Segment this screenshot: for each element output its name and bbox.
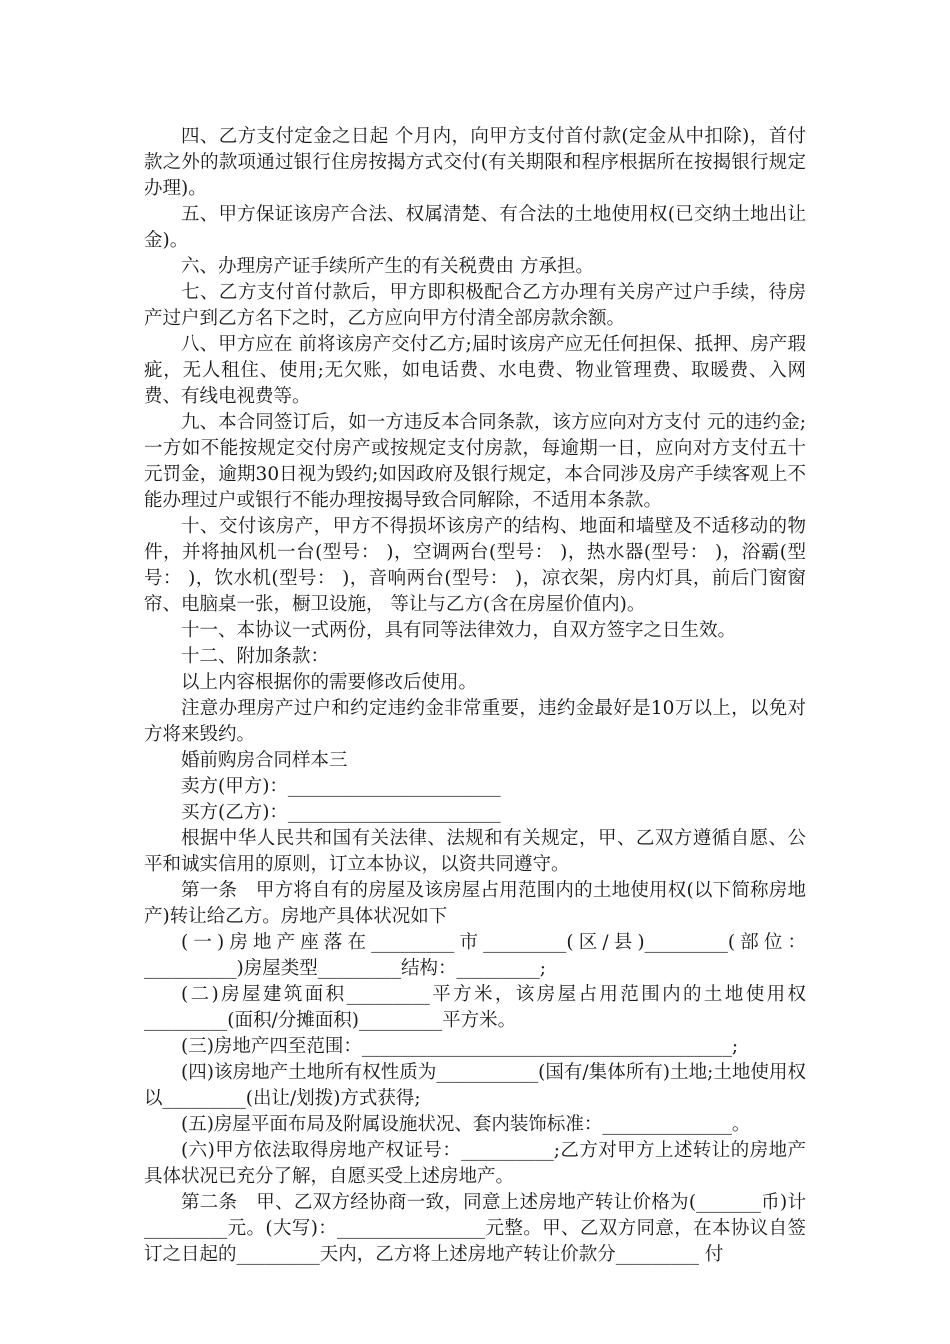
item-3-boundary-paragraph: (三)房地产四至范围：________________________________________;	[181, 1036, 739, 1057]
clause-9-paragraph: 九、本合同签订后，如一方违反本合同条款，该方应向对方支付 元的违约金;一方如不能按规定交付房产或按规定支付房款，每逾期一日，应向对方支付五十元罚金，逾期30日视为毁约;如因政府及银行规定，本合同涉及房产手续客观上不能办理过户或银行不能办理按揭导致合同解除，不适用本条款。	[144, 412, 806, 511]
preamble-paragraph: 根据中华人民共和国有关法律、法规和有关规定，甲、乙双方遵循自愿、公平和诚实信用的原则，订立本协议，以资共同遵守。	[144, 828, 806, 875]
clause-11-paragraph: 十一、本协议一式两份，具有同等法律效力，自双方签字之日生效。	[181, 620, 737, 641]
clause-8-paragraph: 八、甲方应在 前将该房产交付乙方;届时该房产应无任何担保、抵押、房产瑕疵，无人租住、使用;无欠账，如电话费、水电费、物业管理费、取暖费、入网费、有线电视费等。	[144, 334, 806, 407]
seller-line: 卖方(甲方)：_______________________	[181, 776, 501, 797]
item-2-area-paragraph: (二)房屋建筑面积_________平方米，该房屋占用范围内的土地使用权_________(面积/分摊面积)_________平方米。	[144, 984, 806, 1031]
article-1-paragraph: 第一条 甲方将自有的房屋及该房屋占用范围内的土地使用权(以下简称房地产)转让给乙方。房地产具体状况如下	[144, 880, 806, 927]
usage-note-paragraph: 以上内容根据你的需要修改后使用。	[181, 672, 478, 693]
clause-12-paragraph: 十二、附加条款：	[181, 646, 330, 667]
clause-4-paragraph: 四、乙方支付定金之日起 个月内，向甲方支付首付款(定金从中扣除)，首付款之外的款项通过银行住房按揭方式交付(有关期限和程序根据所在按揭银行规定办理)。	[144, 126, 806, 199]
article-2-paragraph: 第二条 甲、乙双方经协商一致，同意上述房地产转让价格为(_______币)计_________元。(大写)：________________元整。甲、乙双方同意，在本协议自签订之日起的_________天内，乙方将上述房地产转让价款分_________ 付	[144, 1192, 806, 1265]
item-6-certificate-paragraph: (六)甲方依法取得房地产权证号：__________;乙方对甲方上述转让的房地产具体状况已充分了解，自愿买受上述房地产。	[144, 1140, 806, 1187]
item-5-layout-paragraph: (五)房屋平面布局及附属设施状况、套内装饰标准：______________。	[181, 1114, 751, 1135]
clause-6-paragraph: 六、办理房产证手续所产生的有关税费由 方承担。	[181, 256, 594, 277]
clause-10-paragraph: 十、交付该房产，甲方不得损坏该房产的结构、地面和墙壁及不适移动的物件，并将抽风机一台(型号： )，空调两台(型号： )，热水器(型号： )，浴霸(型号： )，饮水机(型号： )，音响两台(型号： )，凉衣架，房内灯具，前后门窗窗帘、电脑桌一张，橱卫设施， 等让与乙方(含在房屋价值内)。	[144, 516, 806, 615]
item-4-land-paragraph: (四)该房地产土地所有权性质为___________(国有/集体所有)土地;土地使用权以_________(出让/划拨)方式获得;	[144, 1062, 806, 1109]
buyer-line: 买方(乙方)：_______________________	[181, 802, 501, 823]
clause-5-paragraph: 五、甲方保证该房产合法、权属清楚、有合法的土地使用权(已交纳土地出让金)。	[144, 204, 806, 251]
clause-7-paragraph: 七、乙方支付首付款后，甲方即积极配合乙方办理有关房产过户手续，待房产过户到乙方名下之时，乙方应向甲方付清全部房款余额。	[144, 282, 806, 329]
sample-three-heading: 婚前购房合同样本三	[181, 750, 348, 771]
document-body	[144, 124, 806, 1268]
item-1-location-paragraph: (一)房地产座落在_________市_________(区/县)_________(部位：__________)房屋类型_________结构：_________;	[144, 932, 806, 979]
penalty-note-paragraph: 注意办理房产过户和约定违约金非常重要，违约金最好是10万以上，以免对方将来毁约。	[144, 698, 806, 745]
